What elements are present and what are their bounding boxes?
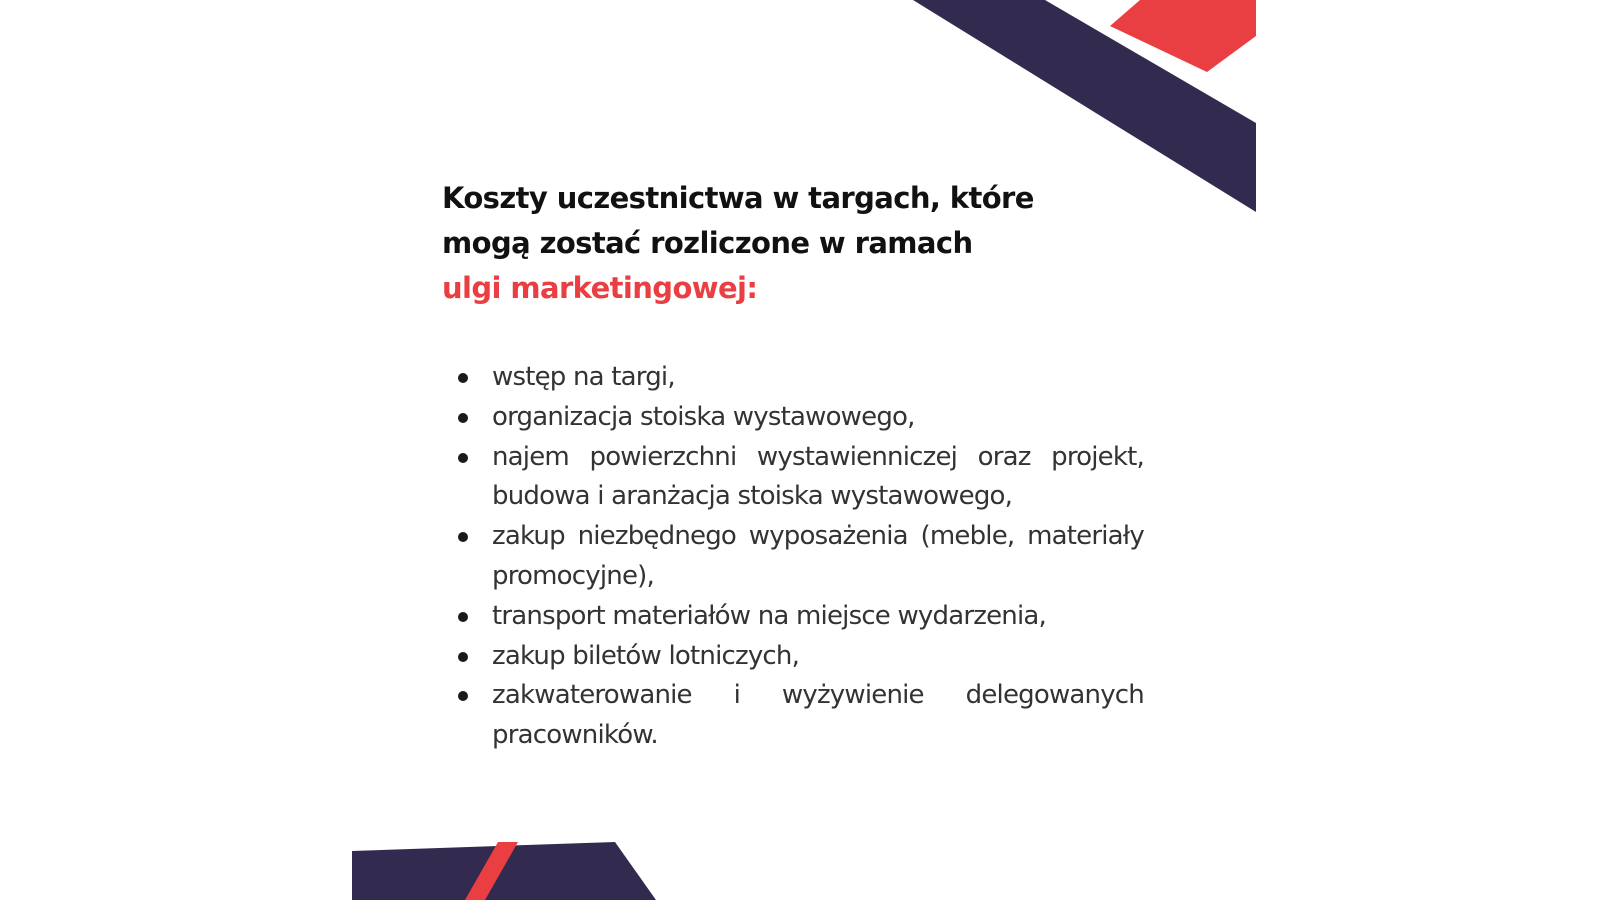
bullet-icon xyxy=(458,691,468,701)
bullet-icon xyxy=(458,413,468,423)
list-item xyxy=(442,637,1144,677)
list-item-text: zakup biletów lotniczych, xyxy=(492,640,800,671)
list-item xyxy=(442,517,1144,597)
list-item-text: zakwaterowanie i wyżywienie delegowanych pracowników. xyxy=(492,680,1144,751)
costs-list xyxy=(442,358,1144,756)
list-item xyxy=(442,597,1144,637)
list-item-text: najem powierzchni wystawienniczej oraz projekt, budowa i aranżacja stoiska wystawowego, xyxy=(492,441,1144,512)
list-item xyxy=(442,358,1144,398)
list-item-text: wstęp na targi, xyxy=(492,362,675,392)
list-item xyxy=(442,676,1144,756)
bullet-icon xyxy=(458,373,468,383)
heading-accent: ulgi marketingowej: xyxy=(442,271,758,305)
list-item xyxy=(442,438,1144,518)
heading-line-1: Koszty uczestnictwa w targach, które xyxy=(442,181,1034,215)
bullet-icon xyxy=(458,453,468,463)
heading-line-2: mogą zostać rozliczone w ramach xyxy=(442,226,973,260)
list-item-text: organizacja stoiska wystawowego, xyxy=(492,401,915,432)
list-item xyxy=(442,398,1144,438)
bullet-icon xyxy=(458,652,468,662)
heading xyxy=(442,176,1142,311)
list-item-text: zakup niezbędnego wyposażenia (meble, materiały promocyjne), xyxy=(492,521,1144,591)
bullet-icon xyxy=(458,532,468,542)
bullet-icon xyxy=(458,612,468,622)
list-item-text: transport materiałów na miejsce wydarzenia, xyxy=(492,600,1046,631)
